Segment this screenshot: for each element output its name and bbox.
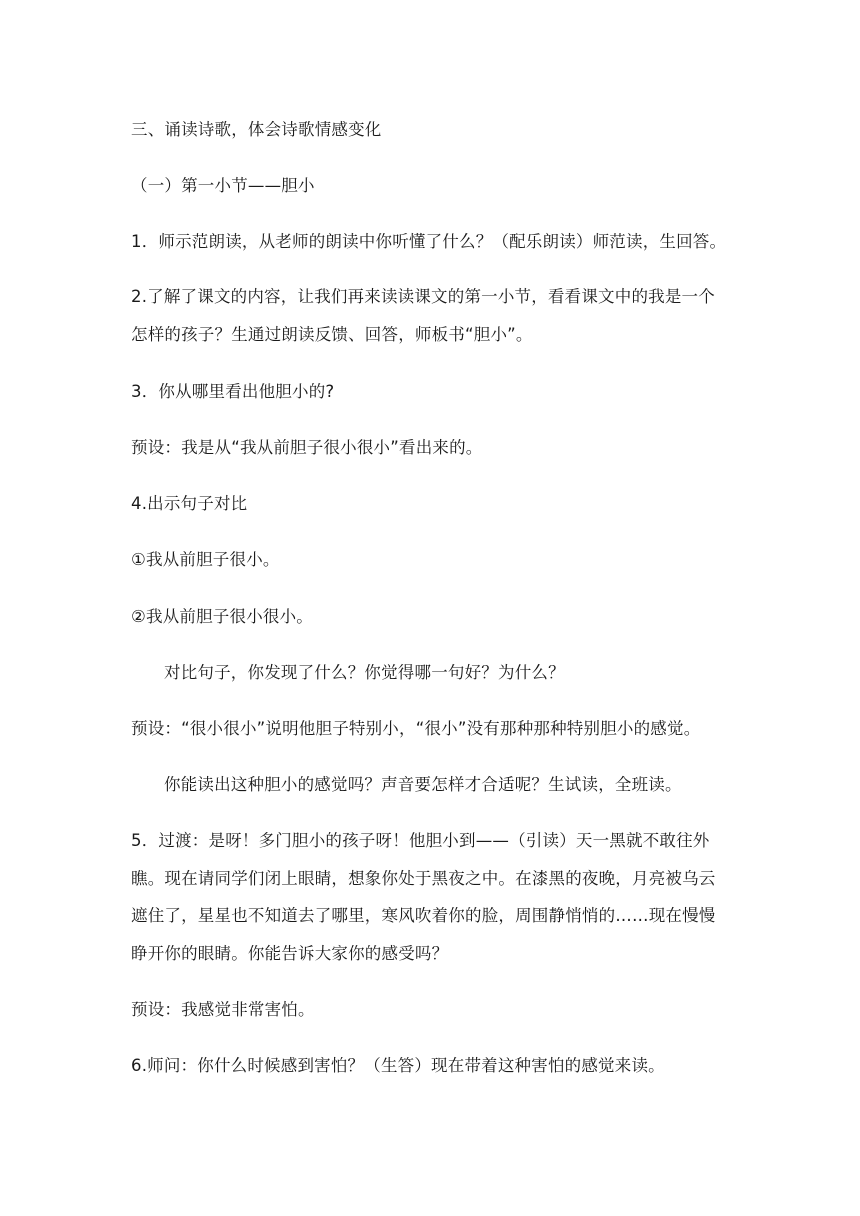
paragraph-3-preset: 预设：我是从“我从前胆子很小很小”看出来的。	[131, 438, 483, 457]
paragraph-4-read: 你能读出这种胆小的感觉吗？声音要怎样才合适呢？生试读，全班读。	[164, 775, 682, 794]
paragraph-6: 6.师问：你什么时候感到害怕？（生答）现在带着这种害怕的感觉来读。	[131, 1056, 665, 1075]
paragraph-4-question: 对比句子，你发现了什么？你觉得哪一句好？为什么？	[164, 663, 565, 682]
section-heading: 三、诵读诗歌，体会诗歌情感变化	[131, 120, 382, 139]
paragraph-3: 3．你从哪里看出他胆小的?	[131, 382, 335, 401]
paragraph-2-line-2: 怎样的孩子？生通过朗读反馈、回答，师板书“胆小”。	[131, 324, 533, 344]
paragraph-2-line-1: 2.了解了课文的内容，让我们再来读读课文的第一小节，看看课文中的我是一个	[131, 287, 715, 306]
paragraph-4: 4.出示句子对比	[131, 494, 248, 513]
paragraph-5-line-1: 5．过渡：是呀！多门胆小的孩子呀！他胆小到——（引读）天一黑就不敢往外	[131, 831, 710, 850]
paragraph-5-line-4: 睁开你的眼睛。你能告诉大家你的感受吗？	[131, 943, 449, 963]
paragraph-2	[131, 278, 741, 353]
paragraph-5-line-2: 瞧。现在请同学们闭上眼睛，想象你处于黑夜之中。在漆黑的夜晚，月亮被乌云	[131, 868, 716, 888]
subsection-heading: （一）第一小节——胆小	[131, 176, 315, 195]
paragraph-4-preset: 预设：“很小很小”说明他胆子特别小，“很小”没有那种那种特别胆小的感觉。	[131, 719, 701, 738]
paragraph-5-preset: 预设：我感觉非常害怕。	[131, 1000, 315, 1019]
paragraph-1: 1．师示范朗读，从老师的朗读中你听懂了什么？（配乐朗读）师范读，生回答。	[131, 232, 727, 251]
paragraph-5-line-3: 遮住了，星星也不知道去了哪里，寒风吹着你的脸，周围静悄悄的……现在慢慢	[131, 906, 716, 926]
sentence-1: ①我从前胆子很小。	[131, 550, 280, 569]
paragraph-5	[131, 822, 741, 972]
sentence-2: ②我从前胆子很小很小。	[131, 607, 313, 626]
